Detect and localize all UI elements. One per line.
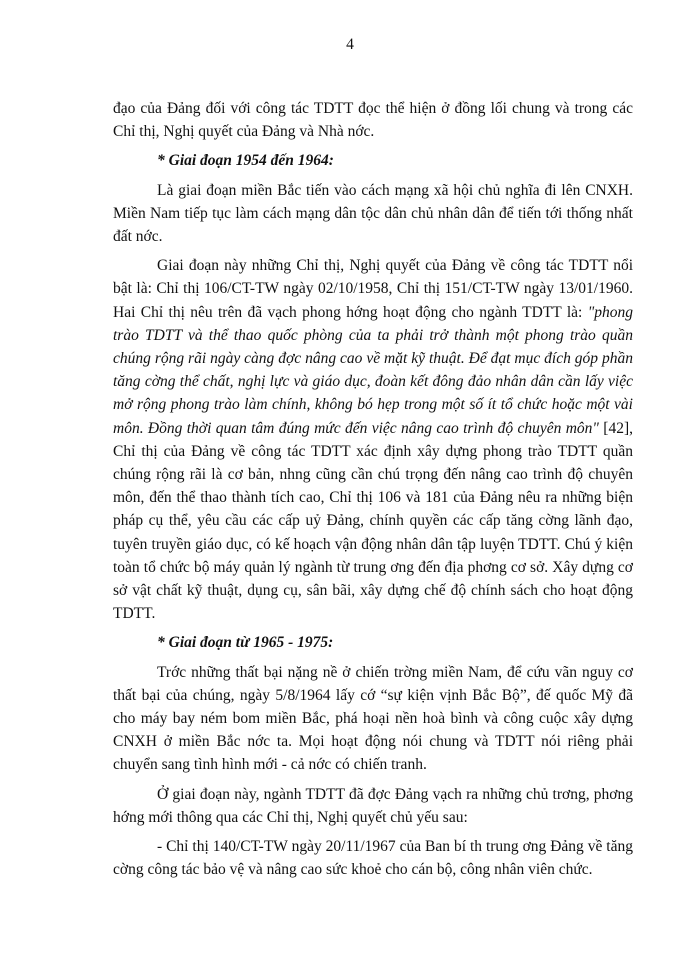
section-heading-1954-1964: * Giai đoạn 1954 đến 1964: xyxy=(157,152,334,170)
document-body xyxy=(113,97,633,888)
paragraph-text-after-quote: [42], Chỉ thị của Đảng về công tác TDTT xác định xây dựng phong trào TDTT quần chúng rộng rãi là cơ bản, nhng cũng cần chú trọng đến nâng cao trình độ chuyên môn, đến thể thao thành tích cao, Chỉ thị 106 và 181 của Đảng nêu ra những biện pháp cụ thể, yêu cầu các cấp uỷ Đảng, chính quyền các cấp tăng cờng lãnh đạo, tuyên truyền giáo dục, có kế hoạch vận động nhân dân tập luyện TDTT. Chú ý kiện toàn tổ chức bộ máy quản lý ngành từ trung ơng đến địa phơng cơ sở. Xây dựng cơ sở vật chất kỹ thuật, dụng cụ, sân bãi, xây dựng chế độ chính sách cho hoạt động TDTT. xyxy=(113,419,633,623)
paragraph-directives-1958-1960 xyxy=(113,254,633,625)
paragraph-north-south: Là giai đoạn miền Bắc tiến vào cách mạng xã hội chủ nghĩa đi lên CNXH. Miền Nam tiếp tục làm cách mạng dân tộc dân chủ nhân dân để tiến tới thống nhất đất nớc. xyxy=(113,181,633,246)
paragraph-intro-continuation: đạo của Đảng đối với công tác TDTT đọc thể hiện ở đồng lối chung và trong các Chỉ thị, Nghị quyết của Đảng và Nhà nớc. xyxy=(113,100,633,141)
directive-quote: "phong trào TDTT và thể thao quốc phòng của ta phải trở thành một phong trào quần chúng rộng rãi ngày càng đợc nâng cao về mặt kỹ thuật. Để đạt mục đích góp phần tăng cờng thể chất, nghị lực và giáo dục, đoàn kết đông đảo nhân dân cần lấy việc mở rộng phong trào làm chính, không bó hẹp trong một số ít tổ chức hoặc một vài môn. Đồng thời quan tâm đúng mức đến việc nâng cao trình độ chuyên môn" xyxy=(113,303,633,437)
section-heading-1965-1975: * Giai đoạn từ 1965 - 1975: xyxy=(157,634,334,652)
paragraph-text-before-quote: Giai đoạn này những Chỉ thị, Nghị quyết của Đảng về công tác TDTT nổi bật là: Chỉ thị 106/CT-TW ngày 02/10/1958, Chỉ thị 151/CT-TW ngày 13/01/1960. Hai Chỉ thị nêu trên đã vạch phong hớng hoạt động cho ngành TDTT là: xyxy=(113,257,633,321)
paragraph-gulf-of-tonkin: Trớc những thất bại nặng nề ở chiến trờng miền Nam, để cứu vãn nguy cơ thất bại của chúng, ngày 5/8/1964 lấy cớ “sự kiện vịnh Bắc Bộ”, đế quốc Mỹ đã cho máy bay ném bom miền Bắc, phá hoại nền hoà bình và công cuộc xây dựng CNXH ở miền Bắc nớc ta. Mọi hoạt động nói chung và TDTT nói riêng phải chuyển sang tình hình mới - cả nớc có chiến tranh. xyxy=(113,663,633,774)
list-item-directive-140: - Chỉ thị 140/CT-TW ngày 20/11/1967 của Ban bí th trung ơng Đảng về tăng cờng công tác bảo vệ và nâng cao sức khoẻ cho cán bộ, công nhân viên chức. xyxy=(113,838,633,879)
page-number: 4 xyxy=(346,36,354,53)
paragraph-new-directions: Ở giai đoạn này, ngành TDTT đã đợc Đảng vạch ra những chủ trơng, phơng hớng mới thông qua các Chỉ thị, Nghị quyết chủ yếu sau: xyxy=(113,785,633,826)
